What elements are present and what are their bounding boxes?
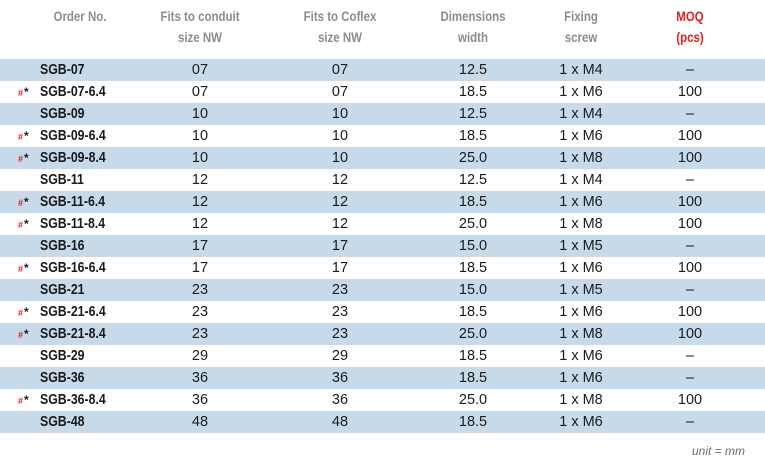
fixing-screw-cell: 1 x M6 [559,128,603,144]
unit-note: unit = mm [691,444,745,458]
conduit-size-cell: 10 [191,128,209,144]
coflex-size-cell: 12 [331,172,349,188]
moq-cell: 100 [677,150,703,166]
conduit-size-cell: 23 [191,304,209,320]
fixing-screw-cell: 1 x M6 [559,260,603,276]
order-code: SGB-29 [40,348,85,364]
fixing-screw-cell: 1 x M6 [559,414,603,430]
table-row [0,323,765,345]
fixing-screw-cell: 1 x M4 [559,106,603,122]
coflex-size-cell: 10 [331,106,349,122]
marker-symbols [18,213,40,236]
table-row [0,125,765,147]
marker-symbols [18,191,40,214]
fixing-screw-cell: 1 x M6 [559,348,603,364]
conduit-size-cell: 36 [191,392,209,408]
order-code: SGB-21-6.4 [40,304,106,320]
coflex-size-cell: 23 [331,304,349,320]
table-row [0,59,765,81]
width-cell: 18.5 [458,84,488,100]
marker-symbols [18,257,40,280]
table-row [0,411,765,433]
fixing-screw-cell: 1 x M5 [559,238,603,254]
table-row [0,257,765,279]
order-code: SGB-21-8.4 [40,326,106,342]
table-row [0,213,765,235]
hash-marker: # [18,308,24,318]
moq-cell: 100 [677,128,703,144]
hash-marker: # [18,264,24,274]
order-code: SGB-48 [40,414,85,430]
width-cell: 12.5 [458,172,488,188]
coflex-size-cell: 17 [331,260,349,276]
moq-cell: 100 [677,326,703,342]
hash-marker: # [18,132,24,142]
conduit-size-cell: 07 [191,62,209,78]
conduit-size-cell: 29 [191,348,209,364]
fixing-screw-cell: 1 x M8 [559,326,603,342]
hash-marker: # [18,88,24,98]
moq-cell: 100 [677,260,703,276]
moq-cell: 100 [677,304,703,320]
table-row [0,367,765,389]
moq-cell: – [685,62,695,78]
width-cell: 12.5 [458,62,488,78]
hash-marker: # [18,220,24,230]
moq-cell: 100 [677,84,703,100]
width-cell: 18.5 [458,260,488,276]
hash-marker: # [18,154,24,164]
order-code: SGB-07 [40,62,85,78]
table-row [0,147,765,169]
coflex-size-cell: 29 [331,348,349,364]
width-cell: 18.5 [458,348,488,364]
table-row [0,191,765,213]
width-cell: 25.0 [458,326,488,342]
conduit-size-cell: 48 [191,414,209,430]
table-row [0,81,765,103]
coflex-size-cell: 17 [331,238,349,254]
order-code: SGB-16 [40,238,85,254]
width-cell: 25.0 [458,216,488,232]
header-fixing-screw: Fixing screw [564,8,598,45]
table-body [0,59,765,433]
conduit-size-cell: 12 [191,172,209,188]
conduit-size-cell: 17 [191,260,209,276]
coflex-size-cell: 07 [331,84,349,100]
moq-cell: 100 [677,194,703,210]
coflex-size-cell: 23 [331,282,349,298]
order-code: SGB-09-6.4 [40,128,106,144]
fixing-screw-cell: 1 x M5 [559,282,603,298]
fixing-screw-cell: 1 x M8 [559,216,603,232]
coflex-size-cell: 10 [331,128,349,144]
fixing-screw-cell: 1 x M8 [559,150,603,166]
moq-cell: – [685,414,695,430]
order-code: SGB-09-8.4 [40,150,106,166]
conduit-size-cell: 12 [191,194,209,210]
moq-cell: – [685,370,695,386]
star-marker: * [24,327,29,341]
order-code: SGB-09 [40,106,85,122]
order-code: SGB-36-8.4 [40,392,106,408]
marker-symbols [18,323,40,346]
marker-symbols [18,81,40,104]
coflex-size-cell: 10 [331,150,349,166]
coflex-size-cell: 23 [331,326,349,342]
conduit-size-cell: 17 [191,238,209,254]
order-code: SGB-36 [40,370,85,386]
hash-marker: # [18,396,24,406]
width-cell: 12.5 [458,106,488,122]
table-row [0,169,765,191]
width-cell: 25.0 [458,392,488,408]
marker-symbols [18,389,40,412]
marker-symbols [18,125,40,148]
star-marker: * [24,129,29,143]
width-cell: 18.5 [458,194,488,210]
coflex-size-cell: 48 [331,414,349,430]
width-cell: 18.5 [458,304,488,320]
conduit-size-cell: 12 [191,216,209,232]
table-row [0,345,765,367]
width-cell: 18.5 [458,414,488,430]
fixing-screw-cell: 1 x M6 [559,84,603,100]
header-conduit-size: Fits to conduit size NW [160,8,240,45]
moq-cell: – [685,238,695,254]
width-cell: 15.0 [458,282,488,298]
star-marker: * [24,305,29,319]
order-code: SGB-11-6.4 [40,194,106,210]
header-order-no: Order No. [53,8,107,24]
width-cell: 25.0 [458,150,488,166]
hash-marker: # [18,198,24,208]
moq-cell: 100 [677,392,703,408]
header-moq: MOQ (pcs) [676,8,704,45]
coflex-size-cell: 12 [331,194,349,210]
order-code: SGB-21 [40,282,85,298]
star-marker: * [24,217,29,231]
moq-cell: 100 [677,216,703,232]
marker-symbols [18,147,40,170]
hash-marker: # [18,330,24,340]
conduit-size-cell: 10 [191,106,209,122]
width-cell: 18.5 [458,128,488,144]
table-row [0,279,765,301]
table-row [0,389,765,411]
table-header [0,0,765,56]
order-code: SGB-16-6.4 [40,260,106,276]
moq-cell: – [685,106,695,122]
width-cell: 18.5 [458,370,488,386]
moq-cell: – [685,348,695,364]
fixing-screw-cell: 1 x M6 [559,370,603,386]
order-code: SGB-07-6.4 [40,84,106,100]
conduit-size-cell: 36 [191,370,209,386]
coflex-size-cell: 36 [331,370,349,386]
fixing-screw-cell: 1 x M4 [559,62,603,78]
conduit-size-cell: 23 [191,326,209,342]
moq-cell: – [685,172,695,188]
coflex-size-cell: 07 [331,62,349,78]
moq-cell: – [685,282,695,298]
fixing-screw-cell: 1 x M6 [559,304,603,320]
header-coflex-size: Fits to Coflex size NW [303,8,377,45]
order-code: SGB-11-8.4 [40,216,106,232]
coflex-size-cell: 36 [331,392,349,408]
fixing-screw-cell: 1 x M4 [559,172,603,188]
conduit-size-cell: 23 [191,282,209,298]
star-marker: * [24,261,29,275]
star-marker: * [24,393,29,407]
table-row [0,301,765,323]
fixing-screw-cell: 1 x M8 [559,392,603,408]
marker-symbols [18,301,40,324]
order-code: SGB-11 [40,172,84,188]
star-marker: * [24,151,29,165]
conduit-size-cell: 07 [191,84,209,100]
star-marker: * [24,195,29,209]
width-cell: 15.0 [458,238,488,254]
coflex-size-cell: 12 [331,216,349,232]
table-row [0,103,765,125]
table-row [0,235,765,257]
header-dimensions-width: Dimensions width [440,8,506,45]
star-marker: * [24,85,29,99]
conduit-size-cell: 10 [191,150,209,166]
fixing-screw-cell: 1 x M6 [559,194,603,210]
